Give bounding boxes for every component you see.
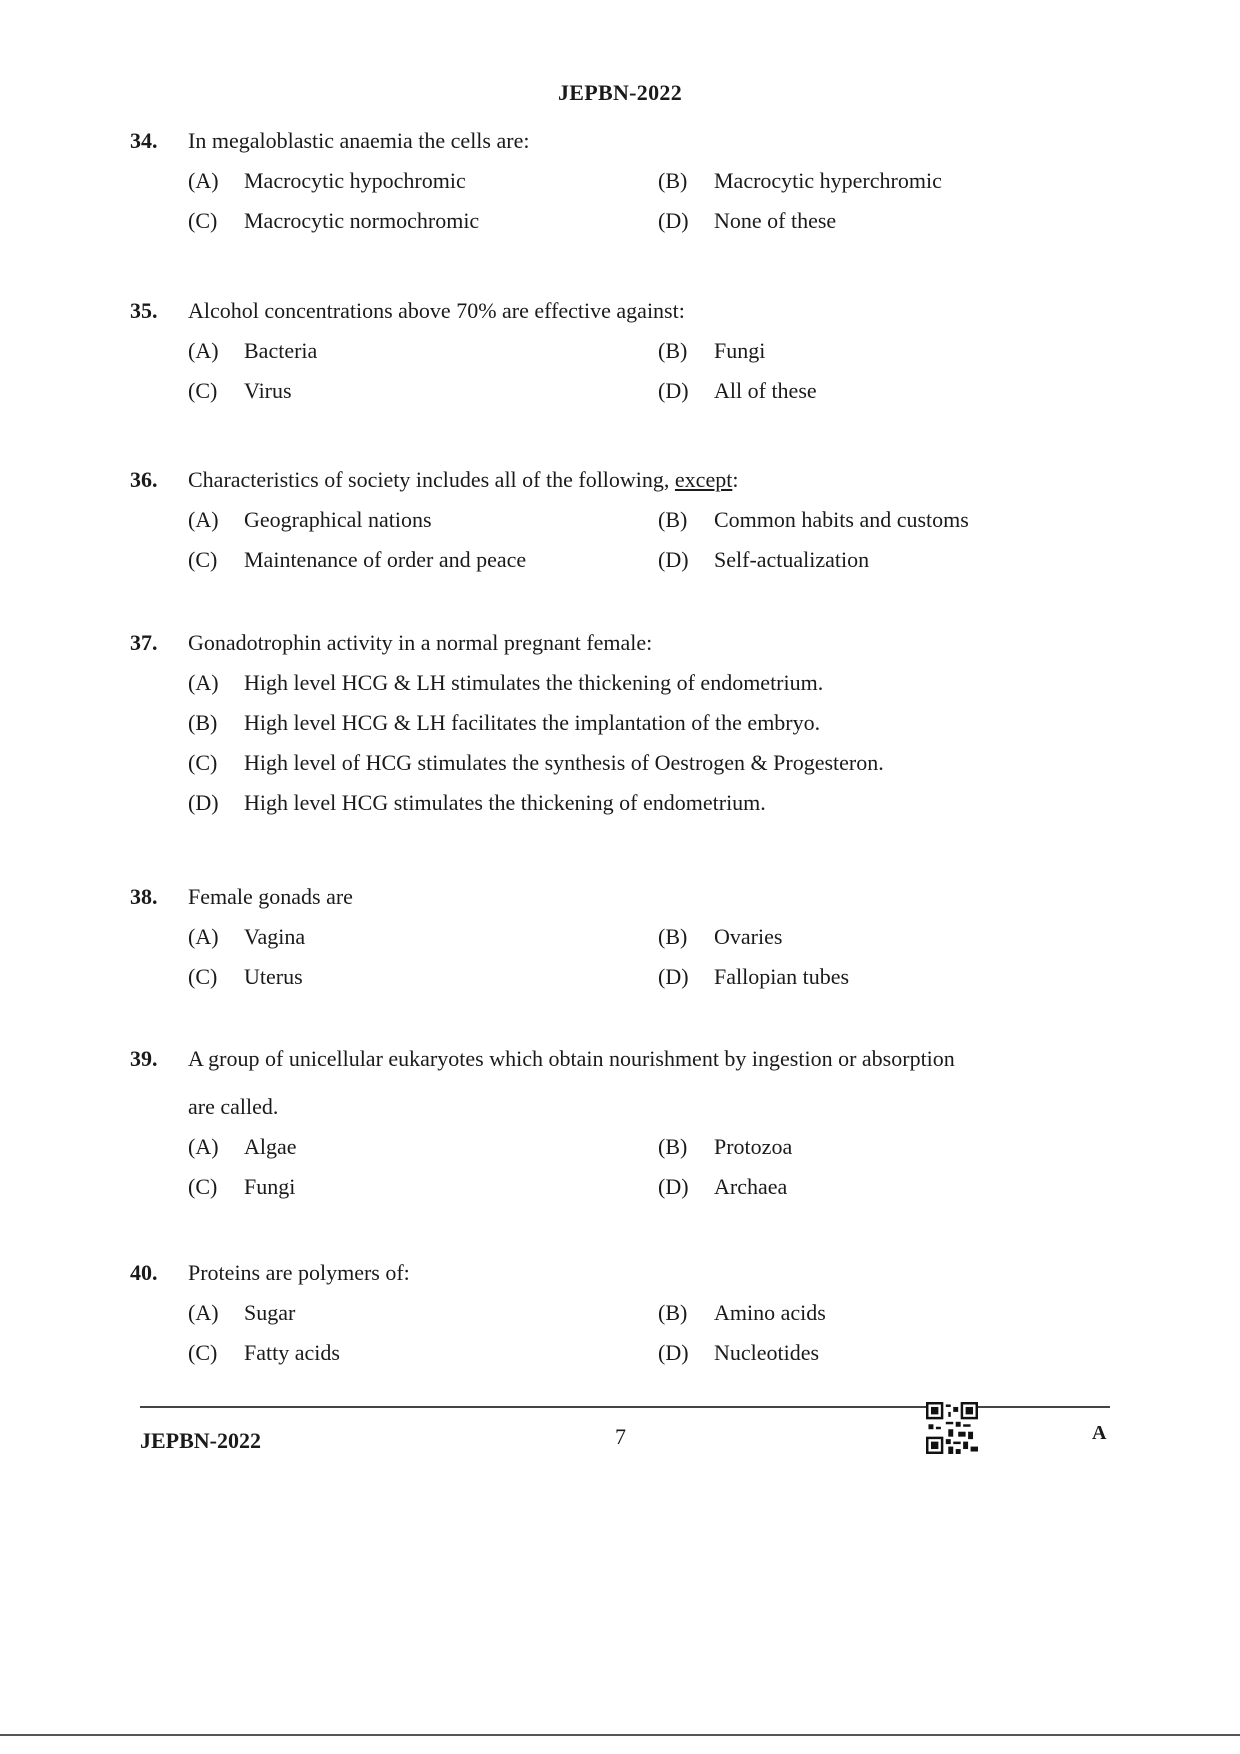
question-39 [130,1044,1130,1212]
option-a: (A) Sugar [188,1300,296,1325]
option-c: (C) Maintenance of order and peace [188,547,527,572]
page-bottom-edge [0,1734,1240,1736]
paper-set-code: A [1092,1422,1107,1444]
question-text: In megaloblastic anaemia the cells are: [188,128,530,153]
option-a: (A) Vagina [188,924,306,949]
option-c: (C) High level of HCG stimulates the synthesis of Oestrogen & Progesteron. [188,750,884,775]
question-number: 35. [130,298,158,323]
question-number: 37. [130,630,158,655]
question-number: 34. [130,128,158,153]
option-d: (D) Archaea [658,1174,788,1199]
question-36 [130,465,1130,585]
option-b: (B) Macrocytic hyperchromic [658,168,942,193]
option-d: (D) Fallopian tubes [658,964,850,989]
option-d: (D) Self-actualization [658,547,870,572]
option-b: (B) Protozoa [658,1134,793,1159]
option-a: (A) Algae [188,1134,297,1159]
options [188,336,1130,416]
question-number: 38. [130,884,158,909]
options [188,668,1130,828]
option-a: (A) Macrocytic hypochromic [188,168,466,193]
question-38 [130,882,1130,1002]
option-b: (B) High level HCG & LH facilitates the implantation of the embryo. [188,710,821,735]
option-d: (D) High level HCG stimulates the thickening of endometrium. [188,790,766,815]
question-text: Alcohol concentrations above 70% are effective against: [188,298,685,323]
question-number: 36. [130,467,158,492]
option-c: (C) Virus [188,378,292,403]
question-40 [130,1258,1130,1378]
question-34 [130,126,1130,246]
question-text-line-1: A group of unicellular eukaryotes which obtain nourishment by ingestion or absorption [188,1046,955,1071]
option-c: (C) Macrocytic normochromic [188,208,480,233]
option-b: (B) Common habits and customs [658,507,969,532]
options [188,1298,1130,1378]
option-b: (B) Fungi [658,338,766,363]
footer-exam-code: JEPBN-2022 [140,1428,261,1453]
question-text: Characteristics of society includes all of the following, except: [188,467,739,492]
question-text: Gonadotrophin activity in a normal pregnant female: [188,630,653,655]
option-d: (D) Nucleotides [658,1340,820,1365]
qr-code-icon [926,1402,978,1454]
option-c: (C) Uterus [188,964,303,989]
question-35 [130,296,1130,416]
option-a: (A) High level HCG & LH stimulates the thickening of endometrium. [188,670,824,695]
question-text-line-2: are called. [188,1094,279,1119]
option-c: (C) Fatty acids [188,1340,340,1365]
option-a: (A) Geographical nations [188,507,432,532]
question-text: Female gonads are [188,884,353,909]
question-text: Proteins are polymers of: [188,1260,410,1285]
option-a: (A) Bacteria [188,338,318,363]
options [188,1132,1130,1212]
question-number: 39. [130,1046,158,1071]
option-b: (B) Ovaries [658,924,783,949]
question-37 [130,628,1130,828]
emphasis-except: except [674,467,733,492]
option-d: (D) None of these [658,208,837,233]
options [188,166,1130,246]
option-c: (C) Fungi [188,1174,296,1199]
option-b: (B) Amino acids [658,1300,826,1325]
options [188,505,1130,585]
page-number: 7 [615,1424,626,1449]
options [188,922,1130,1002]
question-number: 40. [130,1260,158,1285]
page-header: JEPBN-2022 [558,80,682,105]
option-d: (D) All of these [658,378,817,403]
